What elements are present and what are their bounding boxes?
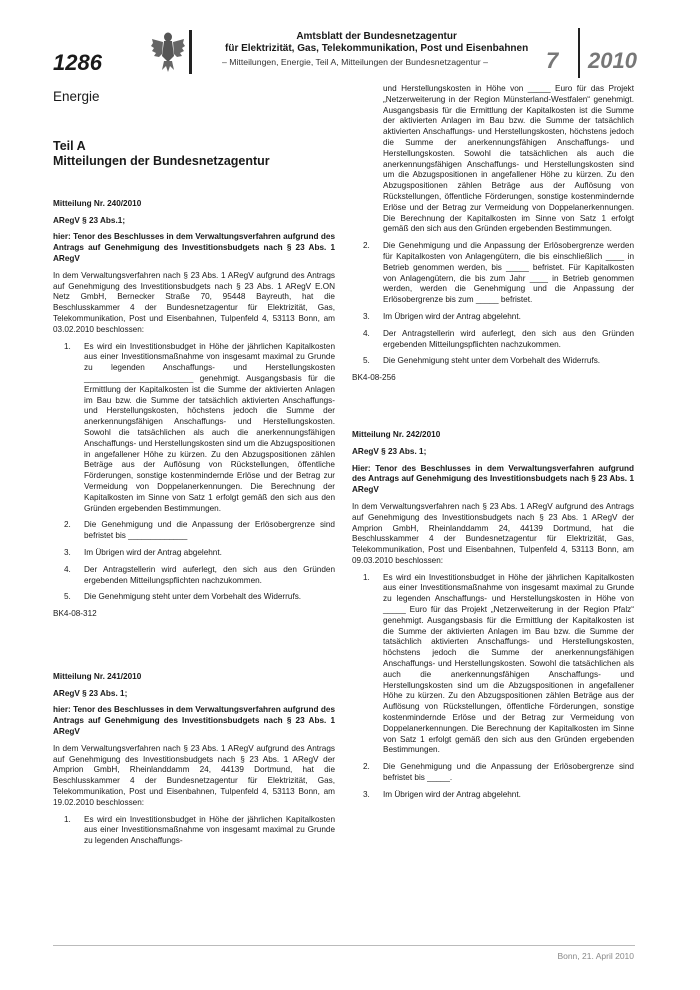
- notice-242-tenor: Hier: Tenor des Beschlusses in dem Verwaltungsverfahren aufgrund des Antrags auf Genehmigung des Investitionsbudgets nach § 23 Abs. 1 ARegV: [352, 463, 634, 495]
- list-item: [352, 762, 634, 784]
- list-item: [53, 565, 335, 587]
- right-column: [352, 84, 634, 807]
- notice-242-law: ARegV § 23 Abs. 1;: [352, 446, 427, 456]
- page-number: 1286: [53, 50, 102, 75]
- list-item-number: 3.: [363, 311, 370, 321]
- list-item-number: 5.: [363, 356, 370, 366]
- list-item-text: Es wird ein Investitionsbudget in Höhe der jährlichen Kapitalkosten aus einer Investitionsmaßnahme von insgesamt maximal zu Grunde zu legenden Anschaffungs- und Herstellungskosten ________________________ genehmigt. Ausgangsbasis für die Ermittlung der Kapitalkosten ist die Summe der aktivierten Anlagen im Bau bzw. die Summe der tatsächlich aktivierten Anschaffungs- und Herstellungskosten, höchstens jedoch die Summe der anerkennungsfähigen Anschaffungs- und Herstellungskosten. Sowohl die tatsächlichen als auch die anerkennungsfähigen Anschaffungs- und Herstellungskosten sind um die Abzugspositionen in angefallener Höhe zu kürzen. Zu den Abzugspositionen zählen Beträge aus der Auflösung von Rückstellungen, öffentliche Förderungen, sonstige kostenmindernde Erlöse und der Betrag zur Vermeidung von Doppelanerkennungen. Die Berechnung der Kapitalkosten im Sinne von Satz 1 erfolgt gemäß den sich aus den Gründen ergebenden Bestimmungen.: [84, 341, 335, 513]
- list-item-text: Die Genehmigung steht unter dem Vorbehalt des Widerrufs.: [84, 592, 302, 602]
- list-item-text: Im Übrigen wird der Antrag abgelehnt.: [84, 547, 222, 557]
- notice-240-file-number: BK4-08-312: [53, 609, 97, 619]
- notice-241-tenor: hier: Tenor des Beschlusses in dem Verwaltungsverfahren aufgrund des Antrags auf Genehmigung des Investitionsbudgets nach § 23 Abs. 1 ARegV: [53, 705, 335, 737]
- publication-subtitle: – Mitteilungen, Energie, Teil A, Mitteilungen der Bundesnetzagentur –: [222, 57, 488, 67]
- notice-240-tenor: hier: Tenor des Beschlusses in dem Verwaltungsverfahren aufgrund des Antrags auf Genehmigung des Investitionsbudgets nach § 23 Abs. 1 ARegV: [53, 232, 335, 263]
- list-item-text: Die Genehmigung und die Anpassung der Erlösobergrenze sind befristet bis _____________: [84, 520, 335, 541]
- list-item-text: Der Antragstellerin wird auferlegt, den sich aus den Gründen ergebenden Mitteilungspflichten nachzukommen.: [84, 564, 335, 585]
- list-item: [53, 342, 335, 515]
- list-item-text: Die Genehmigung und die Anpassung der Erlösobergrenze werden für Kapitalkosten von Anlagengütern, die bis einschließlich ____ in Betrieb genommen werden, bis _____ befristet. Für Kapitalkosten von Anlagengütern, die bis zum Jahr ____ in Betrieb genommen werden, werden die Genehmigung und die Anpassung der Erlösobergrenze bis zum _____ befristet.: [383, 241, 634, 305]
- list-item-number: 3.: [363, 789, 370, 799]
- list-item: [53, 592, 335, 603]
- left-column: [53, 84, 335, 853]
- notice-241-intro: In dem Verwaltungsverfahren nach § 23 Abs. 1 ARegV aufgrund des Antrags auf Genehmigung des Investitionsbudgets nach § 23 Abs. 1 ARegV der Amprion GmbH, Rheinlanddamm 24, 44139 Dortmund, hat die Beschlusskammer 4 der Bundesnetzagentur für Elektrizität, Gas, Telekommunikation, Post und Eisenbahnen, Tulpenfeld 4, 53113 Bonn, am 19.02.2010 beschlossen:: [53, 743, 335, 807]
- notice-242-intro: In dem Verwaltungsverfahren nach § 23 Abs. 1 ARegV aufgrund des Antrags auf Genehmigung des Investitionsbudgets nach § 23 Abs. 1 ARegV der Amprion GmbH, Rheinlanddamm 24, 44139 Dortmund, hat die Beschlusskammer 4 der Bundesnetzagentur für Elektrizität, Gas, Telekommunikation, Post und Eisenbahnen, Tulpenfeld 4, 53113 Bonn, am 09.03.2010 beschlossen:: [352, 501, 634, 565]
- section-heading: Energie: [53, 89, 100, 104]
- list-item-number: 4.: [363, 328, 370, 338]
- list-item: [53, 520, 335, 542]
- list-item: [53, 815, 335, 847]
- list-item-number: 3.: [64, 547, 71, 557]
- list-item-number: 1.: [64, 814, 71, 824]
- notice-242-list: [352, 573, 634, 801]
- notice-240-list: [53, 342, 335, 604]
- notice-240-heading: Mitteilung Nr. 240/2010: [53, 198, 142, 208]
- list-item-text: Die Genehmigung steht unter dem Vorbehalt des Widerrufs.: [383, 356, 601, 366]
- notice-242-heading: Mitteilung Nr. 242/2010: [352, 429, 441, 439]
- list-item-text: Im Übrigen wird der Antrag abgelehnt.: [383, 789, 521, 799]
- federal-eagle-icon: [150, 30, 186, 74]
- list-item-number: 2.: [363, 241, 370, 251]
- publication-title-line1: Amtsblatt der Bundesnetzagentur: [296, 31, 457, 42]
- list-item-text: Es wird ein Investitionsbudget in Höhe der jährlichen Kapitalkosten aus einer Investitionsmaßnahme von insgesamt maximal zu Grunde zu legenden Anschaffungs- und Herstellungskosten in Höhe von _____ Euro für das Projekt „Netzerweiterung in der Region Pfalz“ genehmigt. Ausgangsbasis für die Ermittlung der Kapitalkosten ist die Summe der aktivierten Anlagen im Bau bzw. die Summe der tatsächlich aktivierten Anschaffungs- und Herstellungskosten, höchstens jedoch die Summe der anerkennungsfähigen Anschaffungs- und Herstellungskosten. Sowohl die tatsächlichen als auch die anerkennungsfähigen Anschaffungs- und Herstellungskosten sind um die Abzugspositionen in angefallener Höhe zu kürzen. Zu den Abzugspositionen zählen Beträge aus der Auflösung von Rückstellungen, öffentliche Förderungen, sonstige kostenmindernde Erlöse und der Betrag zur Vermeidung von Doppelanerkennungen. Die Berechnung der Kapitalkosten im Sinne von Satz 1 erfolgt gemäß den sich aus den Gründen ergebenden Bestimmungen.: [383, 572, 634, 755]
- list-item-number: 5.: [64, 592, 71, 602]
- list-item: [352, 356, 634, 367]
- publication-title: [225, 31, 528, 55]
- part-title: [53, 139, 335, 169]
- list-item-number: 1.: [363, 572, 370, 582]
- list-item-text: Es wird ein Investitionsbudget in Höhe der jährlichen Kapitalkosten aus einer Investitionsmaßnahme von insgesamt maximal zu Grunde zu legenden Anschaffungs-: [84, 814, 335, 846]
- notice-240-intro: In dem Verwaltungsverfahren nach § 23 Abs. 1 ARegV aufgrund des Antrags auf Genehmigung des Investitionsbudgets nach § 23 Abs. 1 ARegV E.ON Netz GmbH, Bernecker Straße 70, 95448 Bayreuth, hat die Beschlusskammer 4 der Bundesnetzagentur für Elektrizität, Gas, Telekommunikation, Post und Eisenbahnen, Tulpenfeld 4, 53113 Bonn, am 03.02.2010 beschlossen:: [53, 270, 335, 334]
- issue-number: 7: [546, 48, 559, 73]
- list-item-text: Im Übrigen wird der Antrag abgelehnt.: [383, 311, 521, 321]
- notice-241-list-start: [53, 815, 335, 847]
- notice-241-heading: Mitteilung Nr. 241/2010: [53, 671, 142, 681]
- list-item: [352, 329, 634, 351]
- list-item-number: 1.: [64, 341, 71, 351]
- list-item-continued: [352, 84, 634, 235]
- list-item-number: 2.: [363, 762, 370, 772]
- notice-241-law: ARegV § 23 Abs. 1;: [53, 688, 128, 698]
- list-item-text: Die Genehmigung und die Anpassung der Erlösobergrenze sind befristet bis _____.: [383, 762, 634, 783]
- notice-241-file-number: BK4-08-256: [352, 373, 396, 383]
- publication-title-line2: für Elektrizität, Gas, Telekommunikation, Post und Eisenbahnen: [225, 43, 529, 54]
- list-item-text: und Herstellungskosten in Höhe von _____ Euro für das Projekt „Netzerweiterung in der Region Münsterland-Westfalen“ genehmigt. Ausgangsbasis für die Ermittlung der Kapitalkosten ist die Summe der aktivierten Anlagen im Bau bzw. die Summe der tatsächlich aktivierten Anschaffungs- und Herstellungskosten, höchstens jedoch die Summe der anerkennungsfähigen Anschaffungs- und Herstellungskosten. Sowohl die tatsächlichen als auch die anerkennungsfähigen Anschaffungs- und Herstellungskosten sind um die Abzugspositionen in angefallener Höhe zu kürzen. Zu den Abzugspositionen zählen Beträge aus der Auflösung von Rückstellungen, öffentliche Förderungen, sonstige kostenmindernde Erlöse und der Betrag zur Vermeidung von Doppelanerkennungen. Die Berechnung der Kapitalkosten im Sinne von Satz 1 erfolgt gemäß den sich aus den Gründen ergebenden Bestimmungen.: [383, 84, 634, 234]
- notice-241-list: [352, 84, 634, 367]
- footer-divider: [53, 945, 635, 946]
- part-title-line2: Mitteilungen der Bundesnetzagentur: [53, 153, 270, 168]
- list-item: [352, 241, 634, 306]
- list-item: [53, 548, 335, 559]
- list-item-number: 4.: [64, 564, 71, 574]
- issue-year: 2010: [588, 48, 637, 73]
- list-item: [352, 790, 634, 801]
- notice-240-law: ARegV § 23 Abs.1;: [53, 215, 126, 225]
- issue-divider: [578, 28, 580, 78]
- list-item: [352, 573, 634, 757]
- footer-date: Bonn, 21. April 2010: [557, 951, 634, 961]
- part-title-line1: Teil A: [53, 138, 86, 153]
- header-divider: [189, 30, 192, 74]
- list-item-number: 2.: [64, 520, 71, 530]
- list-item: [352, 312, 634, 323]
- list-item-text: Der Antragstellerin wird auferlegt, den sich aus den Gründen ergebenden Mitteilungspflichten nachzukommen.: [383, 328, 634, 349]
